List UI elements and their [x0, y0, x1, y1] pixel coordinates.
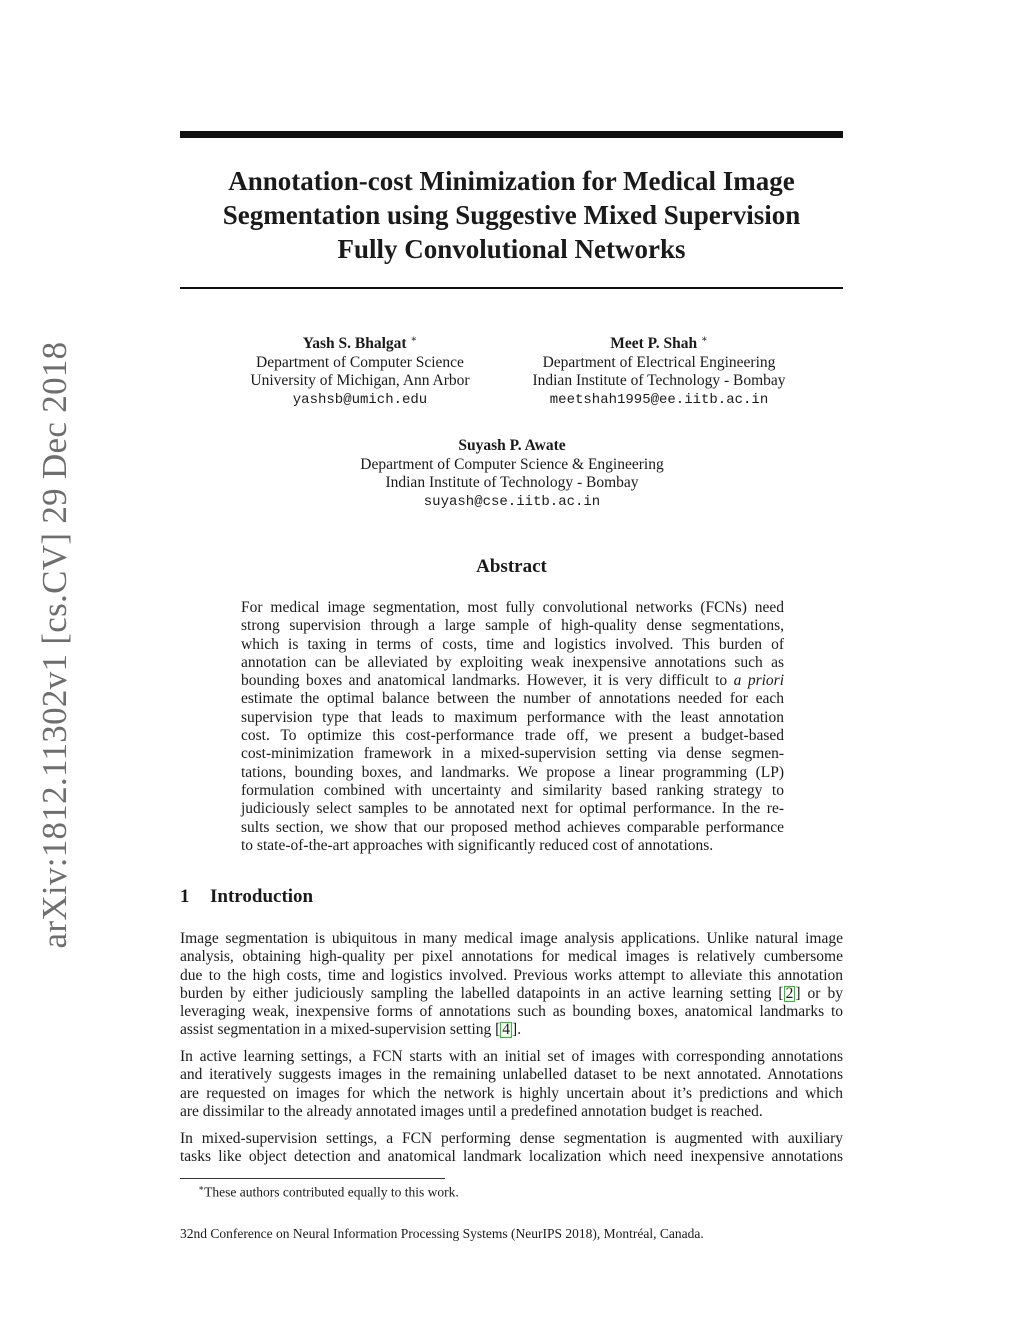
abstract-line: supervision type that leads to maximum performance with the least annotation — [241, 708, 784, 726]
author-email[interactable]: yashsb@umich.edu — [292, 391, 428, 408]
abstract-line: judiciously select samples to be annotated next for optimal performance. In the re- — [241, 800, 784, 818]
author-email[interactable]: suyash@cse.iitb.ac.in — [423, 493, 601, 510]
abstract-line: strong supervision through a large sample of high-quality dense segmentations, — [241, 617, 784, 635]
intro-paragraph-3 — [180, 1130, 843, 1167]
abstract-heading: Abstract — [476, 556, 547, 577]
abstract-line: bounding boxes and anatomical landmarks. However, it is very difficult to a priori — [241, 672, 785, 690]
author-block-awate — [312, 437, 712, 511]
equal-contribution-mark: ∗ — [700, 333, 708, 345]
italic-phrase: a priori — [733, 672, 785, 690]
abstract-line: annotation can be alleviated by exploiting weak inexpensive annotations such as — [241, 653, 784, 671]
author-name: Suyash P. Awate — [458, 437, 566, 454]
author-institution: Indian Institute of Technology - Bombay — [385, 474, 639, 491]
author-department: Department of Computer Science — [256, 353, 464, 371]
abstract-line: formulation combined with uncertainty and similarity based ranking strategy to — [241, 781, 784, 799]
body-line: due to the high costs, time and logistics involved. Previous works attempt to alleviate this annotation — [180, 966, 843, 984]
body-line: are dissimilar to the already annotated images until a predefined annotation budget is reached. — [180, 1102, 763, 1120]
citation-link[interactable]: 4 — [502, 1021, 511, 1039]
footnote-text: These authors contributed equally to this work. — [204, 1184, 459, 1200]
section-title: Introduction — [210, 886, 314, 907]
author-email[interactable]: meetshah1995@ee.iitb.ac.in — [549, 391, 769, 408]
abstract-line: which is taxing in terms of costs, time and logistics involved. This burden of — [241, 635, 784, 653]
body-line: tasks like object detection and anatomical landmark localization which need inexpensive annotations — [180, 1148, 843, 1166]
equal-contribution-mark: ∗ — [410, 333, 418, 345]
body-line: and iteratively suggests images in the remaining unlabelled dataset to be next annotated. Annotations — [180, 1066, 843, 1084]
author-department: Department of Electrical Engineering — [542, 353, 776, 371]
footnote-rule — [180, 1178, 445, 1179]
abstract-line: sults section, we show that our proposed method achieves comparable performance — [241, 818, 784, 836]
author-block-shah — [499, 335, 819, 409]
conference-note: 32nd Conference on Neural Information Processing Systems (NeurIPS 2018), Montréal, Canada. — [180, 1226, 704, 1241]
body-line: analysis, obtaining high-quality per pixel annotations for medical images is relatively cumbersome — [180, 948, 843, 966]
arxiv-identifier: arXiv:1812.11302v1 [cs.CV] 29 Dec 2018 — [35, 341, 74, 949]
intro-paragraph-1 — [180, 930, 843, 1040]
author-institution: University of Michigan, Ann Arbor — [250, 372, 470, 389]
abstract-line: cost. To optimize this cost-performance trade off, we present a budget-based — [241, 727, 784, 745]
author-name: Yash S. Bhalgat ∗ — [302, 333, 418, 352]
abstract-line: tations, bounding boxes, and landmarks. We propose a linear programming (LP) — [241, 763, 784, 781]
body-line: In active learning settings, a FCN starts with an initial set of images with corresponding annotations — [180, 1048, 843, 1065]
intro-paragraph-2 — [180, 1048, 843, 1121]
title-line: Segmentation using Suggestive Mixed Supervision — [222, 200, 801, 230]
title-line: Annotation-cost Minimization for Medical Image — [228, 166, 795, 196]
citation-link[interactable]: 2 — [785, 984, 794, 1002]
author-block-bhalgat — [200, 335, 520, 409]
body-line: Image segmentation is ubiquitous in many medical image analysis applications. Unlike natural image — [180, 930, 843, 947]
abstract-line: to state-of-the-art approaches with significantly reduced cost of annotations. — [241, 836, 714, 854]
title-top-rule — [180, 131, 843, 138]
abstract-text — [241, 599, 784, 855]
section-heading-introduction — [180, 886, 313, 908]
body-line: burden by either judiciously sampling the labelled datapoints in an active learning setting [ 2 ] or by — [180, 984, 843, 1002]
body-line: leveraging weak, inexpensive forms of annotations such as bounding boxes, anatomical landmarks to — [180, 1003, 843, 1021]
body-line: In mixed-supervision settings, a FCN performing dense segmentation is augmented with auxiliary — [180, 1130, 843, 1147]
section-number: 1 — [180, 886, 190, 907]
author-department: Department of Computer Science & Engineering — [360, 455, 664, 473]
abstract-line: cost-minimization framework in a mixed-supervision setting via dense segmen- — [241, 745, 784, 763]
body-line: assist segmentation in a mixed-supervision setting [ 4 ]. — [180, 1021, 522, 1039]
abstract-line: estimate the optimal balance between the number of annotations needed for each — [241, 690, 784, 708]
footnote — [198, 1180, 459, 1201]
title-bottom-rule — [180, 287, 843, 289]
author-name: Meet P. Shah ∗ — [610, 333, 708, 352]
footnote-mark: ∗ — [198, 1183, 205, 1193]
abstract-line: For medical image segmentation, most fully convolutional networks (FCNs) need — [241, 599, 784, 616]
title-line: Fully Convolutional Networks — [337, 234, 686, 264]
body-line: are requested on images for which the network is highly uncertain about it’s predictions and which — [180, 1084, 843, 1102]
author-institution: Indian Institute of Technology - Bombay — [532, 372, 786, 389]
paper-title — [180, 164, 843, 266]
